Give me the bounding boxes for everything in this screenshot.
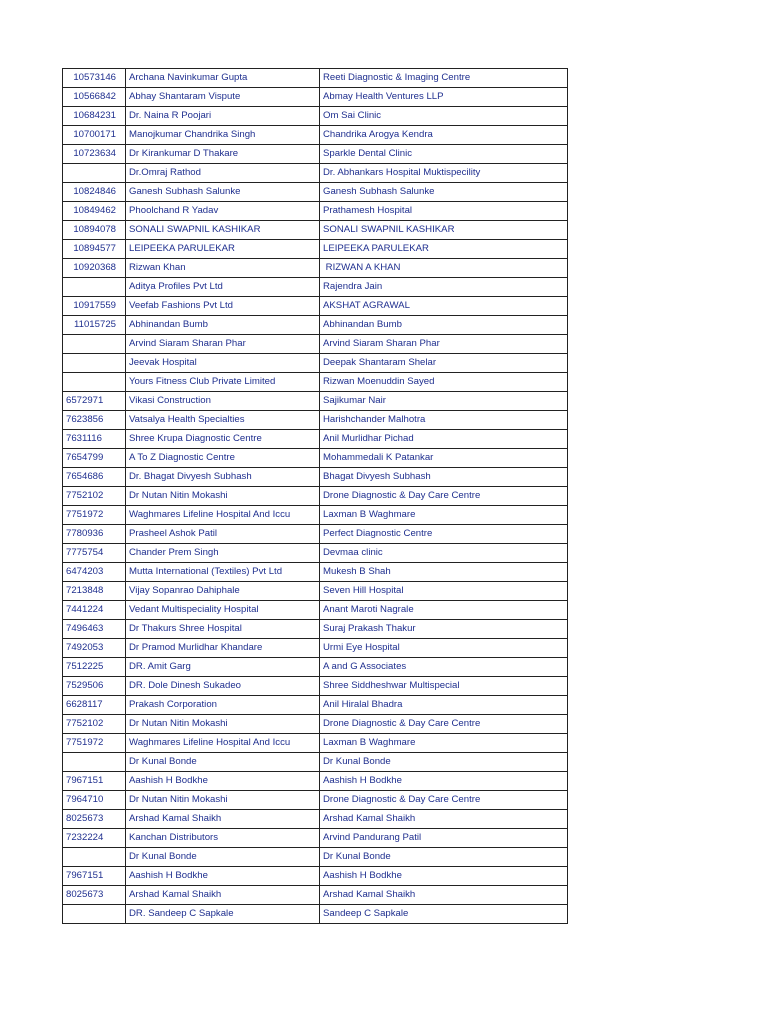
- row-id-cell: 7964710: [63, 791, 126, 810]
- table-row: [63, 411, 568, 430]
- row-name-cell: Phoolchand R Yadav: [126, 202, 320, 221]
- table-row: [63, 183, 568, 202]
- row-organization-cell: Anant Maroti Nagrale: [320, 601, 568, 620]
- row-id-cell: 10920368: [63, 259, 126, 278]
- row-id-cell: 7654799: [63, 449, 126, 468]
- table-row: [63, 88, 568, 107]
- row-organization-cell: Arvind Siaram Sharan Phar: [320, 335, 568, 354]
- row-organization-cell: Seven Hill Hospital: [320, 582, 568, 601]
- row-organization-cell: Drone Diagnostic & Day Care Centre: [320, 791, 568, 810]
- row-name-cell: Aditya Profiles Pvt Ltd: [126, 278, 320, 297]
- table-row: [63, 506, 568, 525]
- row-organization-cell: Arvind Pandurang Patil: [320, 829, 568, 848]
- table-row: [63, 905, 568, 924]
- row-name-cell: Waghmares Lifeline Hospital And Iccu: [126, 734, 320, 753]
- row-name-cell: Prasheel Ashok Patil: [126, 525, 320, 544]
- row-name-cell: Chander Prem Singh: [126, 544, 320, 563]
- row-name-cell: Arshad Kamal Shaikh: [126, 810, 320, 829]
- row-organization-cell: Urmi Eye Hospital: [320, 639, 568, 658]
- table-row: [63, 221, 568, 240]
- row-name-cell: Yours Fitness Club Private Limited: [126, 373, 320, 392]
- row-organization-cell: Perfect Diagnostic Centre: [320, 525, 568, 544]
- row-organization-cell: Anil Murlidhar Pichad: [320, 430, 568, 449]
- row-id-cell: [63, 373, 126, 392]
- row-name-cell: DR. Sandeep C Sapkale: [126, 905, 320, 924]
- row-id-cell: 10894078: [63, 221, 126, 240]
- table-row: [63, 202, 568, 221]
- row-organization-cell: Suraj Prakash Thakur: [320, 620, 568, 639]
- table-row: [63, 715, 568, 734]
- row-name-cell: Shree Krupa Diagnostic Centre: [126, 430, 320, 449]
- row-name-cell: Ganesh Subhash Salunke: [126, 183, 320, 202]
- row-name-cell: Aashish H Bodkhe: [126, 772, 320, 791]
- row-organization-cell: Ganesh Subhash Salunke: [320, 183, 568, 202]
- row-id-cell: 6628117: [63, 696, 126, 715]
- row-organization-cell: Rizwan Moenuddin Sayed: [320, 373, 568, 392]
- table-row: [63, 848, 568, 867]
- row-id-cell: 8025673: [63, 886, 126, 905]
- table-row: [63, 259, 568, 278]
- table-row: [63, 487, 568, 506]
- row-id-cell: [63, 354, 126, 373]
- row-organization-cell: Abmay Health Ventures LLP: [320, 88, 568, 107]
- table-row: [63, 772, 568, 791]
- row-organization-cell: Om Sai Clinic: [320, 107, 568, 126]
- row-organization-cell: Reeti Diagnostic & Imaging Centre: [320, 69, 568, 88]
- row-id-cell: 7751972: [63, 734, 126, 753]
- row-organization-cell: Drone Diagnostic & Day Care Centre: [320, 715, 568, 734]
- row-name-cell: Dr Kirankumar D Thakare: [126, 145, 320, 164]
- row-name-cell: Aashish H Bodkhe: [126, 867, 320, 886]
- row-id-cell: 7752102: [63, 715, 126, 734]
- table-row: [63, 354, 568, 373]
- table-row: [63, 734, 568, 753]
- row-organization-cell: Chandrika Arogya Kendra: [320, 126, 568, 145]
- table-row: [63, 544, 568, 563]
- row-organization-cell: Aashish H Bodkhe: [320, 772, 568, 791]
- row-name-cell: Vijay Sopanrao Dahiphale: [126, 582, 320, 601]
- row-name-cell: Dr. Naina R Poojari: [126, 107, 320, 126]
- table-row: [63, 582, 568, 601]
- table-row: [63, 753, 568, 772]
- table-row: [63, 107, 568, 126]
- row-id-cell: 7751972: [63, 506, 126, 525]
- table-row: [63, 316, 568, 335]
- row-organization-cell: Arshad Kamal Shaikh: [320, 886, 568, 905]
- row-name-cell: Dr Pramod Murlidhar Khandare: [126, 639, 320, 658]
- row-organization-cell: Sandeep C Sapkale: [320, 905, 568, 924]
- row-organization-cell: Mohammedali K Patankar: [320, 449, 568, 468]
- row-id-cell: 7512225: [63, 658, 126, 677]
- row-id-cell: 7232224: [63, 829, 126, 848]
- row-organization-cell: Abhinandan Bumb: [320, 316, 568, 335]
- row-organization-cell: Arshad Kamal Shaikh: [320, 810, 568, 829]
- row-name-cell: A To Z Diagnostic Centre: [126, 449, 320, 468]
- row-id-cell: 7967151: [63, 772, 126, 791]
- row-organization-cell: Mukesh B Shah: [320, 563, 568, 582]
- table-row: [63, 658, 568, 677]
- row-name-cell: Mutta International (Textiles) Pvt Ltd: [126, 563, 320, 582]
- row-id-cell: 8025673: [63, 810, 126, 829]
- row-name-cell: Jeevak Hospital: [126, 354, 320, 373]
- row-organization-cell: Dr Kunal Bonde: [320, 753, 568, 772]
- row-name-cell: Archana Navinkumar Gupta: [126, 69, 320, 88]
- row-id-cell: 7654686: [63, 468, 126, 487]
- records-table-body: [63, 69, 568, 924]
- row-organization-cell: LEIPEEKA PARULEKAR: [320, 240, 568, 259]
- table-row: [63, 620, 568, 639]
- row-id-cell: 10566842: [63, 88, 126, 107]
- row-organization-cell: A and G Associates: [320, 658, 568, 677]
- table-row: [63, 639, 568, 658]
- row-name-cell: LEIPEEKA PARULEKAR: [126, 240, 320, 259]
- table-row: [63, 563, 568, 582]
- row-name-cell: DR. Dole Dinesh Sukadeo: [126, 677, 320, 696]
- row-id-cell: [63, 278, 126, 297]
- row-name-cell: Prakash Corporation: [126, 696, 320, 715]
- row-id-cell: [63, 848, 126, 867]
- table-row: [63, 886, 568, 905]
- row-id-cell: 7529506: [63, 677, 126, 696]
- table-row: [63, 392, 568, 411]
- row-name-cell: Waghmares Lifeline Hospital And Iccu: [126, 506, 320, 525]
- row-organization-cell: Harishchander Malhotra: [320, 411, 568, 430]
- table-row: [63, 468, 568, 487]
- row-id-cell: [63, 164, 126, 183]
- row-id-cell: 10723634: [63, 145, 126, 164]
- table-row: [63, 145, 568, 164]
- row-name-cell: SONALI SWAPNIL KASHIKAR: [126, 221, 320, 240]
- row-name-cell: Dr Nutan Nitin Mokashi: [126, 791, 320, 810]
- row-id-cell: 7780936: [63, 525, 126, 544]
- row-organization-cell: Sparkle Dental Clinic: [320, 145, 568, 164]
- records-table: [62, 68, 568, 924]
- row-id-cell: 7631116: [63, 430, 126, 449]
- table-row: [63, 69, 568, 88]
- row-id-cell: 10824846: [63, 183, 126, 202]
- row-name-cell: Dr. Bhagat Divyesh Subhash: [126, 468, 320, 487]
- row-organization-cell: Dr Kunal Bonde: [320, 848, 568, 867]
- row-organization-cell: Sajikumar Nair: [320, 392, 568, 411]
- row-organization-cell: AKSHAT AGRAWAL: [320, 297, 568, 316]
- row-name-cell: Abhay Shantaram Vispute: [126, 88, 320, 107]
- row-organization-cell: RIZWAN A KHAN: [320, 259, 568, 278]
- row-id-cell: [63, 753, 126, 772]
- table-row: [63, 449, 568, 468]
- table-row: [63, 696, 568, 715]
- row-name-cell: Dr Kunal Bonde: [126, 753, 320, 772]
- row-name-cell: Vedant Multispeciality Hospital: [126, 601, 320, 620]
- table-row: [63, 373, 568, 392]
- row-name-cell: DR. Amit Garg: [126, 658, 320, 677]
- row-id-cell: 10917559: [63, 297, 126, 316]
- table-row: [63, 126, 568, 145]
- table-row: [63, 335, 568, 354]
- row-name-cell: Arvind Siaram Sharan Phar: [126, 335, 320, 354]
- row-id-cell: [63, 335, 126, 354]
- row-organization-cell: SONALI SWAPNIL KASHIKAR: [320, 221, 568, 240]
- row-name-cell: Kanchan Distributors: [126, 829, 320, 848]
- row-name-cell: Dr Thakurs Shree Hospital: [126, 620, 320, 639]
- row-id-cell: 7623856: [63, 411, 126, 430]
- row-id-cell: 10894577: [63, 240, 126, 259]
- row-organization-cell: Dr. Abhankars Hospital Muktispecility: [320, 164, 568, 183]
- row-name-cell: Abhinandan Bumb: [126, 316, 320, 335]
- row-id-cell: 10849462: [63, 202, 126, 221]
- table-row: [63, 240, 568, 259]
- row-name-cell: Manojkumar Chandrika Singh: [126, 126, 320, 145]
- row-organization-cell: Rajendra Jain: [320, 278, 568, 297]
- row-id-cell: 7775754: [63, 544, 126, 563]
- row-organization-cell: Bhagat Divyesh Subhash: [320, 468, 568, 487]
- table-row: [63, 164, 568, 183]
- table-row: [63, 677, 568, 696]
- row-organization-cell: Laxman B Waghmare: [320, 506, 568, 525]
- row-organization-cell: Aashish H Bodkhe: [320, 867, 568, 886]
- row-name-cell: Veefab Fashions Pvt Ltd: [126, 297, 320, 316]
- row-id-cell: [63, 905, 126, 924]
- row-name-cell: Vikasi Construction: [126, 392, 320, 411]
- row-organization-cell: Drone Diagnostic & Day Care Centre: [320, 487, 568, 506]
- table-row: [63, 525, 568, 544]
- row-name-cell: Dr Kunal Bonde: [126, 848, 320, 867]
- row-id-cell: 7492053: [63, 639, 126, 658]
- row-organization-cell: Devmaa clinic: [320, 544, 568, 563]
- row-name-cell: Dr Nutan Nitin Mokashi: [126, 715, 320, 734]
- table-row: [63, 829, 568, 848]
- row-id-cell: 7752102: [63, 487, 126, 506]
- row-name-cell: Dr Nutan Nitin Mokashi: [126, 487, 320, 506]
- table-row: [63, 278, 568, 297]
- table-row: [63, 601, 568, 620]
- table-row: [63, 810, 568, 829]
- row-id-cell: 10684231: [63, 107, 126, 126]
- table-row: [63, 791, 568, 810]
- table-row: [63, 867, 568, 886]
- row-id-cell: 7496463: [63, 620, 126, 639]
- row-id-cell: 6572971: [63, 392, 126, 411]
- row-organization-cell: Laxman B Waghmare: [320, 734, 568, 753]
- table-row: [63, 297, 568, 316]
- row-id-cell: 7213848: [63, 582, 126, 601]
- row-organization-cell: Anil Hiralal Bhadra: [320, 696, 568, 715]
- row-id-cell: 6474203: [63, 563, 126, 582]
- row-name-cell: Dr.Omraj Rathod: [126, 164, 320, 183]
- row-name-cell: Arshad Kamal Shaikh: [126, 886, 320, 905]
- row-id-cell: 11015725: [63, 316, 126, 335]
- row-organization-cell: Prathamesh Hospital: [320, 202, 568, 221]
- row-id-cell: 7967151: [63, 867, 126, 886]
- row-organization-cell: Deepak Shantaram Shelar: [320, 354, 568, 373]
- row-id-cell: 10573146: [63, 69, 126, 88]
- row-id-cell: 10700171: [63, 126, 126, 145]
- row-id-cell: 7441224: [63, 601, 126, 620]
- table-row: [63, 430, 568, 449]
- row-name-cell: Rizwan Khan: [126, 259, 320, 278]
- row-organization-cell: Shree Siddheshwar Multispecial: [320, 677, 568, 696]
- row-name-cell: Vatsalya Health Specialties: [126, 411, 320, 430]
